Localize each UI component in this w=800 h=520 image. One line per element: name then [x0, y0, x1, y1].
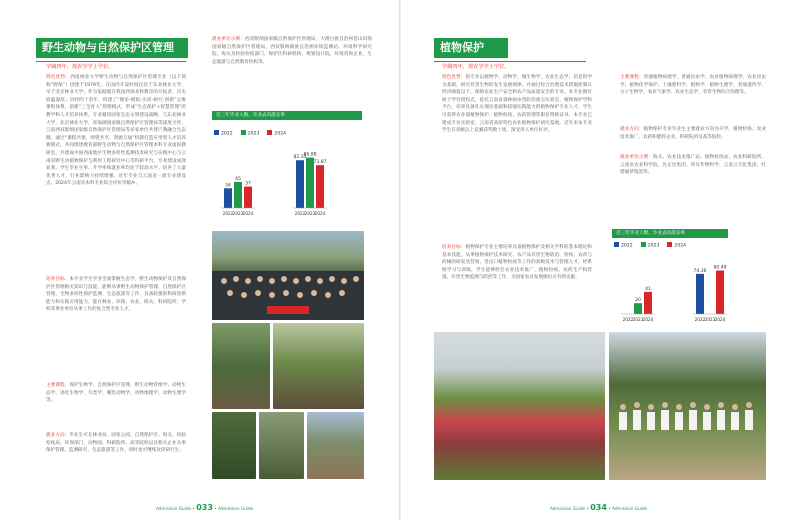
right-training-label: 培养目标：: [442, 245, 466, 250]
feature-text: 西南林业大学野生动物与自然保护区管理专业（以下简称“野保”）创建于1979年，在国内开设时间仅次于东北林业大学，早于北京林业大学；作为依据储在我国西部本科教育的开拓者，历史底蕴深厚；历经四十余年，构建了“理论-模拟-实训-研究-创新”五维课程体系，创新“三全育人”管理模式，形成“生态保护+智慧管理”的教学和人才培养体系。专业紧扣国家生态文明建设战略，与东北林业大学、北京林业大学、青海湖国家级自然保护区管理局等深度合作，云南西双版纳国家级自然保护区管理局等多家单位共建产教融合生态圈，通过“课程共建、师资共享、资源互通”机制打造应用型人才培养新模式，共同组建教育部野生动物与自然保护区管理本科专业虚拟教研室，共建成中国西南地区生物多样性监测技术研究与实践中心与云南省野生动植物保护与利用工程研究中心等科研平台，专业建设成效显著。: [46, 75, 186, 172]
left-courses-paragraph: [46, 382, 186, 405]
value-label: 37: [245, 181, 251, 187]
left-page-number: 033: [196, 503, 213, 512]
right-subhead: 学制四年，授农学学士学位。: [442, 64, 510, 70]
bar-2024-group1: [316, 165, 324, 208]
right-title-text: 植物保护: [440, 41, 484, 54]
bar-2022-group1: [296, 160, 304, 208]
left-bar-chart: [212, 140, 362, 220]
training-label: 培养目标：: [46, 277, 70, 282]
left-chart-caption: 近三年毕业人数、毕业去向落实率: [212, 111, 362, 120]
left-footer-text: Admission Guide •: [156, 506, 195, 511]
bar-2022-group1: [696, 274, 704, 314]
right-training-paragraph: [442, 244, 592, 282]
courses-text: 保护生物学、自然保护区管理、野生动物管理学、动物生态学、进化生物学、鸟类学、哺乳动物学、动物地理学、动物生理学等。: [46, 383, 186, 404]
right-career-text: 植物保护专业毕业生主要就业方向为升学、植物检疫、农业技术推广、农药和肥料企业、科研院所及高等院校。: [620, 127, 766, 140]
group-photo: [212, 231, 364, 320]
employer-text: 西双版纳国家级自然保护区管理局、大理白族自治州苍山洱海国家级自然保护区管理局、西双版纳傣族自治州环境监测站、环境科学研究院、海关及检验检疫部门、保护区科研机构、规划设计院、环境咨询企业、生态旅游与自然教育机构等。: [212, 37, 372, 65]
title-underline: [36, 61, 186, 62]
tick-label: 2024: [242, 211, 254, 216]
value-label: 20: [635, 298, 641, 304]
right-employer-paragraph: [620, 154, 766, 177]
value-label: 73.87: [313, 160, 327, 166]
right-courses-label: 主要课程：: [620, 75, 644, 80]
student-group-figures: [609, 332, 766, 480]
courses-label: 主要课程：: [46, 383, 70, 388]
training-text: 本专业学生学业全面掌握生态学、野生动物保护及自然保护区管理相关知识与技能，能够从事野生动物保护管理、自然保护区管理、生物多样性保护监测、生态旅游等工作，具备较强的科研创新能力和实践应用能力，能在林业、环保、农业、海关、科研院所、学校等事业单位从事工作的复合型专业人才。: [46, 277, 186, 313]
tick-label: 2023: [632, 317, 644, 322]
value-label: 34: [225, 183, 231, 189]
right-employer-label: 就业单位示例：: [620, 155, 653, 160]
tick-label: 2024: [314, 211, 326, 216]
legend-item-2024: 2024: [267, 130, 286, 137]
tick-label: 2023: [704, 317, 716, 322]
tick-label: 2022: [622, 317, 634, 322]
tick-label: 2024: [642, 317, 654, 322]
right-chart-caption: 近三年毕业人数、毕业去向落实率: [612, 229, 728, 238]
left-career-paragraph: [46, 432, 186, 455]
right-chart-legend: [614, 242, 686, 249]
left-footer: [156, 503, 253, 512]
right-training-text: 植物保护专业主要培养具备植物保护及相关学科的基本理论和基本技能，从事植物保护技术研究、农产品有害生物防治、检疫、农药与药械的研发及营销、进出口植物检疫等工作的高级技术与管理人才。经系统学习与训练，学生能够胜任农业技术推广、植物检疫、农药生产和营销、有害生物监测与防控等工作，为国家农业发展做出应有的贡献。: [442, 245, 592, 281]
career-text: 毕业生可在林业局、国家公园、自然保护区、海关、检验检疫局、环保部门、动物园、科研院所、高等院校以及相关企业从事保护管理、监测研究、生态旅游等工作，同时也可继续攻读研究生。: [46, 433, 186, 454]
field-photo-2: [273, 323, 364, 409]
right-employer-text: 海关、农业技术推广站、植物检疫站、农业科研院所、云南省农业科学院、先正达集团、拜耳作物科学、云南云天化集团、红塔烟草集团等。: [620, 155, 766, 176]
tick-label: 2022: [294, 211, 306, 216]
left-training-paragraph: [46, 276, 186, 314]
right-courses-text: 普通植物病理学、普通昆虫学、农业植物病理学、农业昆虫学、植物化学保护、土壤肥料学、植物学、植物生理学、普通遗传学、分子生物学、农业气象学、农业生态学、有害生物综合治理等。: [620, 75, 766, 96]
bar-2024-group1: [716, 271, 724, 314]
right-courses-paragraph: [620, 74, 766, 97]
tick-label: 2022: [694, 317, 706, 322]
legend-item-2022: 2022: [214, 130, 233, 137]
left-title-text: 野生动物与自然保护区管理: [42, 41, 174, 54]
tick-label: 2022: [222, 211, 234, 216]
left-footer-text-2: • Admission Guide: [214, 506, 254, 511]
right-feature-paragraph: [442, 74, 592, 240]
right-page-title: [434, 38, 508, 58]
bar-2024-group0: [244, 187, 252, 208]
legend-item-2023: 2023: [241, 130, 260, 137]
field-photo-4: [259, 412, 304, 479]
feature-text-2: 学生毕业生率、升学率和就业率均处于较高水平。培养了大量优秀人才，行业影响力持续增强，近年专业与云南省一流专业建设点、2024年云南省本科专业综合评价等级A-。: [46, 166, 186, 187]
left-subhead: 学制四年，授农学学士学位。: [46, 64, 114, 70]
value-label: 74.36: [693, 268, 707, 274]
right-career-paragraph: [620, 126, 766, 141]
value-label: 41: [645, 286, 651, 292]
right-page-number: 034: [590, 503, 607, 512]
left-page-title: [36, 38, 188, 58]
tick-label: 2024: [714, 317, 726, 322]
tick-label: 2023: [232, 211, 244, 216]
group-photo-figures: [212, 231, 364, 320]
right-title-underline: [434, 61, 586, 62]
bar-2023-group0: [634, 303, 642, 314]
right-footer: [550, 503, 647, 512]
field-photo-3: [212, 412, 256, 479]
career-label: 就业方向：: [46, 433, 70, 438]
left-feature-paragraph: [46, 74, 186, 264]
legend-item-2022: 2022: [614, 242, 633, 249]
right-footer-text: Admission Guide •: [550, 506, 589, 511]
right-feature-text-2: 本专业已建成专业实验室，云南省高原特色农业植物保护研究基地。近年来本专业学生在省级以上竞赛获奖数十项，深受用人单位好评。: [442, 112, 592, 134]
bar-2023-group1: [306, 158, 314, 208]
bar-2023-group0: [234, 182, 242, 208]
greenhouse-photo: [434, 332, 605, 480]
field-photo-5: [307, 412, 364, 479]
right-bar-chart: [612, 250, 762, 326]
legend-item-2023: 2023: [641, 242, 660, 249]
bar-2024-group0: [644, 292, 652, 314]
value-label: 86.88: [303, 152, 317, 158]
value-label: 80.49: [713, 265, 727, 271]
left-employer-paragraph: [212, 36, 372, 66]
employer-label: 就业单位示例：: [212, 37, 245, 42]
tick-label: 2023: [304, 211, 316, 216]
value-label: 82.35: [293, 155, 307, 161]
value-label: 45: [235, 176, 241, 182]
right-footer-text-2: • Admission Guide: [608, 506, 648, 511]
student-group-photo: [609, 332, 766, 480]
feature-label: 特色优势：: [46, 75, 71, 80]
right-feature-text: 依专业以植物学、动物学、微生物学、农业生态学、信息科学为基础，研究有害生物的发生发展规律，并通过综合治理技术措施控制在经济阈值以下，保障农业生产安全和农产品质量安全的专业。本专业拥有硕士学位授权点，依托云南省森林病虫害防治重点实验室、植物保护学科平台，培养具备扎实理论基础和较强实践能力的植物保护专业人才。学生可获得农业部植物保护、植物检疫、农药管理等职业资格证书。: [442, 75, 592, 118]
right-page: [400, 0, 800, 520]
legend-item-2024: 2024: [667, 242, 686, 249]
left-chart-legend: [214, 130, 286, 137]
bar-2022-group0: [224, 188, 232, 208]
field-photo-1: [212, 323, 270, 409]
right-feature-label: 特色优势：: [442, 75, 466, 80]
right-career-label: 就业方向：: [620, 127, 644, 132]
